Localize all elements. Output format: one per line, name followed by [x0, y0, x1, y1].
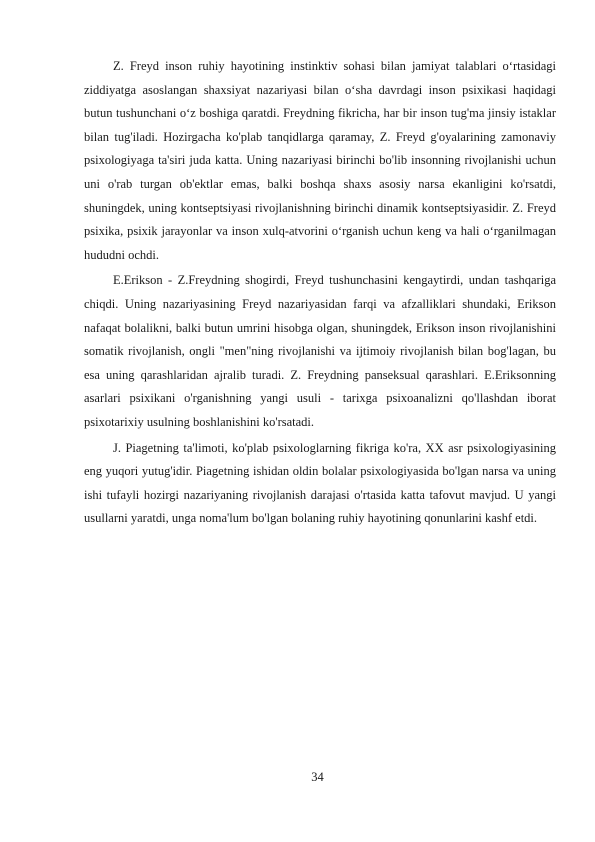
paragraph-piaget: J. Piagetning ta'limoti, ko'plab psixologlarning fikriga ko'ra, XX asr psixologiyasining eng yuqori yutug'idir. Piagetning ishidan oldin bolalar psixologiyasida bo'lgan narsa va uning ishi tufayli hozirgi nazariyaning rivojlanish darajasi o'rtasida katta tafovut mavjud. U yangi usullarni yaratdi, unga noma'lum bo'lgan bolaning ruhiy hayotining qonunlarini kashf etdi. — [84, 440, 556, 526]
paragraph-freyd: Z. Freyd inson ruhiy hayotining instinktiv sohasi bilan jamiyat talablari o‘rtasidagi ziddiyatga asoslangan shaxsiyat nazariyasi bilan o‘sha davrdagi inson psixikasi haqidagi butun tushunchani o‘z boshiga qaratdi. Freydning fikricha, har bir inson tug'ma jinsiy istaklar bilan tug'iladi. Hozirgacha ko'plab tanqidlarga qaramay, Z. Freyd g'oyalarining zamonaviy psixologiyaga ta'siri juda katta. Uning nazariyasi birinchi bo'lib insonning rivojlanishi uchun uni o'rab turgan ob'ektlar emas, balki boshqa shaxs asosiy narsa ekanligini ko'rsatdi, shuningdek, uning kontseptsiyasi rivojlanishning birinchi dinamik kontseptsiyasidir. Z. Freyd psixika, psixik jarayonlar va inson xulq-atvorini o‘rganish uchun keng va hali o‘rganilmagan hududni ochdi. — [84, 59, 556, 262]
paragraph-erikson: E.Erikson - Z.Freydning shogirdi, Freyd tushunchasini kengaytirdi, undan tashqariga chiqdi. Uning nazariyasining Freyd nazariyasidan farqi va afzalliklari shundaki, Erikson nafaqat bolalikni, balki butun umrini hisobga olgan, shuningdek, Erikson inson rivojlanishini somatik rivojlanish, ongli "men"ning rivojlanishi va ijtimoiy rivojlanish bilan bog'lagan, bu esa uning qarashlaridan ajralib turadi. Z. Freydning panseksual qarashlari. E.Eriksonning asarlari psixikani o'rganishning yangi usuli - tarixga psixoanalizni qo'llashdan iborat psixotarixiy usulning boshlanishini ko'rsatadi. — [84, 273, 556, 429]
document-body — [84, 55, 556, 533]
page-number: 34 — [311, 770, 324, 784]
